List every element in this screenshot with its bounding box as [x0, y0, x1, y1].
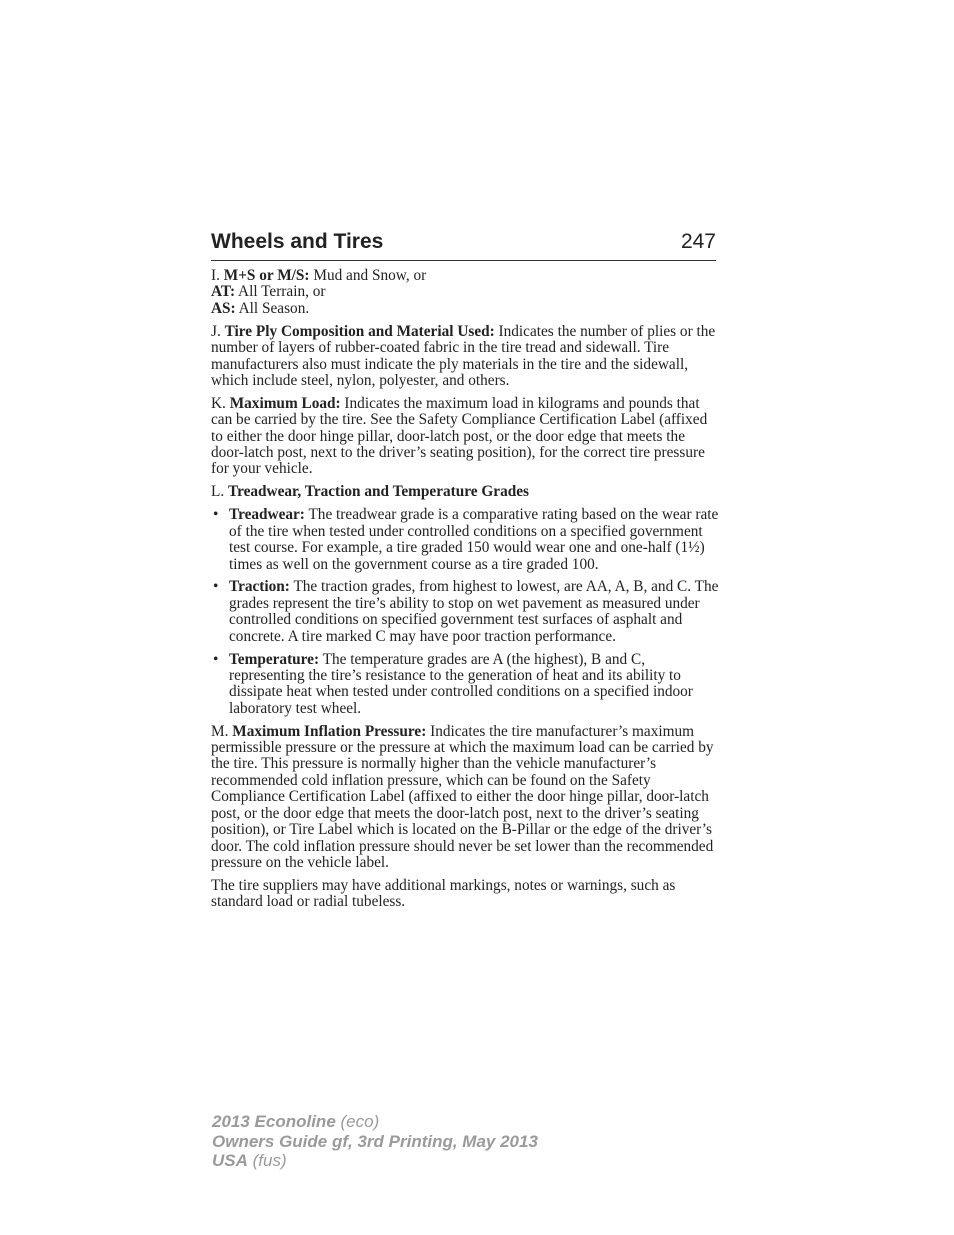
section-title: Wheels and Tires — [211, 230, 384, 253]
term-max-load: Maximum Load: — [229, 394, 341, 412]
term-ms: M+S or M/S: — [223, 267, 310, 284]
term-as: AS: — [211, 299, 236, 317]
bullet-icon: • — [213, 506, 219, 524]
footer-guide: Owners Guide gf, 3rd Printing, May 2013 — [212, 1131, 538, 1151]
item-l: L. Treadwear, Traction and Temperature Grades — [211, 483, 529, 501]
bullet-icon: • — [213, 578, 219, 596]
item-j: J. Tire Ply Composition and Material Used: Indicates the number of plies or the number of layers of rubber-coated fabric in the tire tread and sidewall. Tire manufacturers also must indicate the ply materials in the tire and the sidewall, which include steel, nylon, polyester, and others. — [211, 322, 716, 389]
page-header — [211, 229, 716, 261]
item-i: I. M+S or M/S: Mud and Snow, or AT: All Terrain, or AS: All Season. — [211, 267, 427, 317]
footer-market: USA (fus) — [212, 1151, 287, 1170]
term-max-inflation: Maximum Inflation Pressure: — [232, 722, 427, 740]
list-item: • Temperature: The temperature grades are A (the highest), B and C, representing the tire’s resistance to the generation of heat and its ability to dissipate heat when tested under controlled conditions on a specified indoor laboratory test wheel. — [213, 650, 693, 717]
list-item: • Traction: The traction grades, from highest to lowest, are AA, A, B, and C. The grades represent the tire’s ability to stop on wet pavement as measured under controlled conditions on specified government test surfaces of asphalt and concrete. A tire marked C may have poor traction performance. — [213, 578, 719, 645]
bullet-icon: • — [213, 650, 219, 668]
term-at: AT: — [211, 283, 236, 301]
list-item: • Treadwear: The treadwear grade is a comparative rating based on the wear rate of the tire when tested under controlled conditions on a specified government test course. For example, a tire graded 150 would wear one and one-half (1½) times as well on the government course as a tire graded 100. — [213, 506, 719, 573]
item-m: M. Maximum Inflation Pressure: Indicates the tire manufacturer’s maximum permissible pressure or the pressure at which the maximum load can be carried by the tire. This pressure is normally higher than the vehicle manufacturer’s recommended cold inflation pressure, which can be found on the Safety Compliance Certification Label (affixed to either the door hinge pillar, door-latch post, or the door edge that meets the door-latch post, next to the driver’s seating position), or Tire Label which is located on the B-Pillar or the edge of the driver’s door. The cold inflation pressure should never be set lower than the recommended pressure on the vehicle label. — [211, 722, 714, 871]
page-footer — [212, 1112, 538, 1171]
closing-paragraph: The tire suppliers may have additional markings, notes or warnings, such as standard load or radial tubeless. — [211, 876, 676, 911]
page-number: 247 — [680, 230, 716, 253]
grades-list — [211, 507, 721, 717]
term-grades: Treadwear, Traction and Temperature Grades — [228, 483, 529, 501]
item-k: K. Maximum Load: Indicates the maximum load in kilograms and pounds that can be carried by the tire. See the Safety Compliance Certification Label (affixed to either the door hinge pillar, door-latch post, or the door edge that meets the door-latch post, next to the driver’s seating position), for the correct tire pressure for your vehicle. — [211, 394, 708, 478]
footer-model: 2013 Econoline (eco) — [212, 1112, 380, 1131]
page-content — [211, 268, 721, 917]
term-ply: Tire Ply Composition and Material Used: — [224, 322, 495, 340]
